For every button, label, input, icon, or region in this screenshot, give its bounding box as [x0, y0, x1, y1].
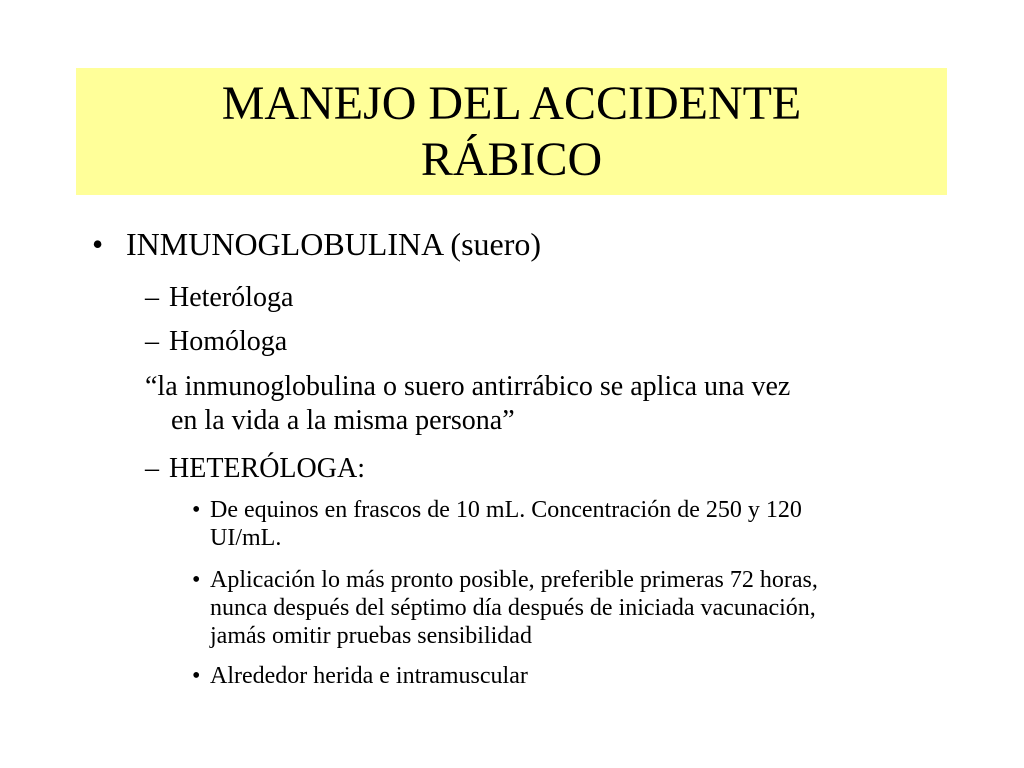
detail-alrededor	[192, 662, 528, 690]
dash-marker: –	[145, 453, 159, 484]
subitem-text: Heteróloga	[169, 282, 294, 313]
detail-line-2: nunca después del séptimo día después de iniciada vacunación,	[210, 595, 816, 621]
bullet-inmunoglobulina	[92, 226, 541, 262]
dash-marker: –	[145, 282, 159, 313]
detail-text: Alrededor herida e intramuscular	[210, 663, 528, 689]
detail-equinos	[192, 496, 802, 552]
dash-marker: –	[145, 326, 159, 357]
bullet-marker: •	[92, 226, 104, 262]
detail-line-1: De equinos en frascos de 10 mL. Concentración de 250 y 120	[210, 497, 802, 523]
quote-paragraph	[145, 370, 945, 438]
detail-line-3: jamás omitir pruebas sensibilidad	[210, 623, 532, 649]
subitem-text: HETERÓLOGA:	[169, 453, 365, 484]
bullet-text: INMUNOGLOBULINA (suero)	[126, 226, 542, 262]
slide-title-line-2: RÁBICO	[420, 132, 603, 186]
subitem-homologa	[145, 326, 287, 358]
subitem-text: Homóloga	[169, 326, 288, 357]
bullet-marker: •	[192, 497, 201, 523]
bullet-marker: •	[192, 663, 201, 689]
slide-title-line-1: MANEJO DEL ACCIDENTE	[221, 76, 802, 130]
detail-aplicacion	[192, 566, 818, 650]
detail-text	[210, 496, 802, 552]
bullet-marker: •	[192, 567, 201, 593]
quote-line-2: en la vida a la misma persona”	[171, 405, 515, 436]
detail-line-2: UI/mL.	[210, 525, 282, 551]
subitem-heterologa-caps	[145, 453, 365, 485]
quote-line-1: “la inmunoglobulina o suero antirrábico se aplica una vez	[145, 371, 791, 402]
detail-text	[210, 566, 818, 650]
subitem-heterologa	[145, 282, 293, 314]
detail-line-1: Aplicación lo más pronto posible, preferible primeras 72 horas,	[210, 567, 818, 593]
